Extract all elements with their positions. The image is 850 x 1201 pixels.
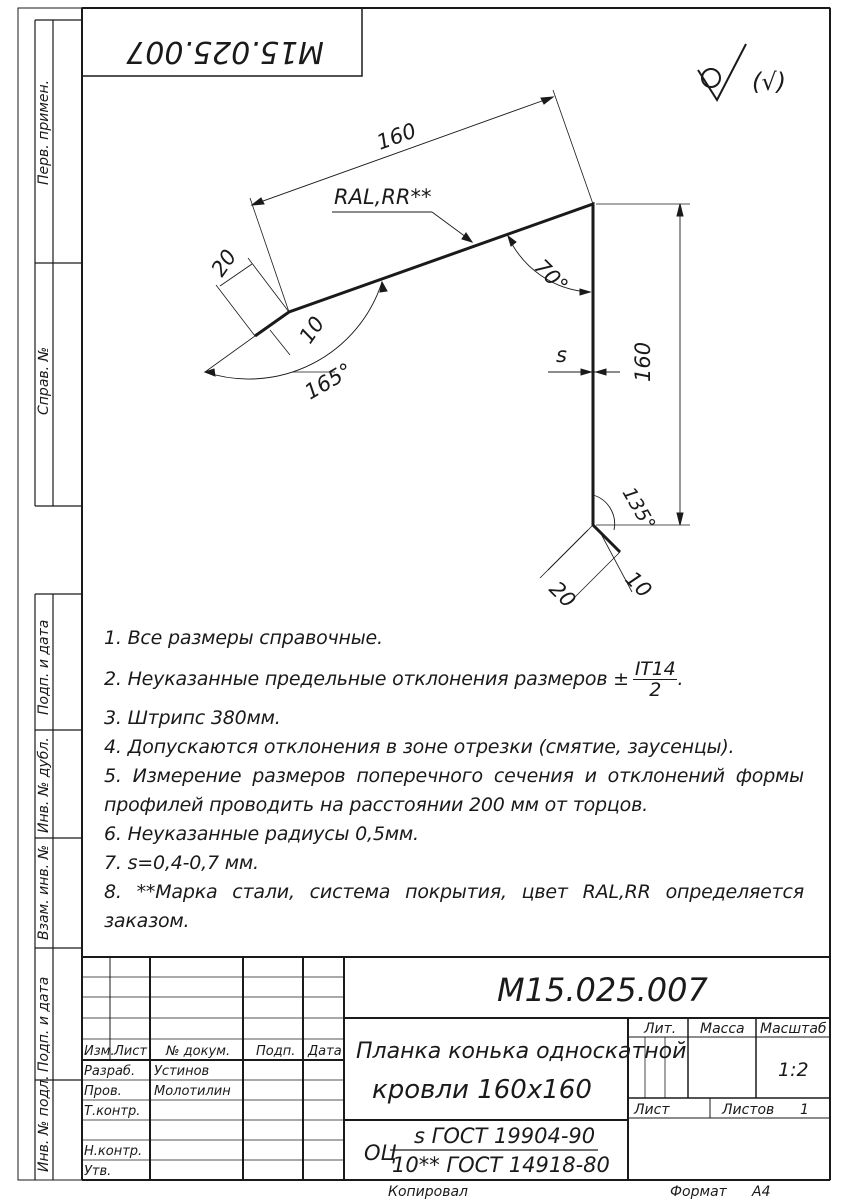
listov-value: 1	[800, 1102, 809, 1118]
note-2: 2. Неуказанные предельные отклонения размеров ± $\frac{IT14}{2}$ .	[104, 658, 684, 701]
profile-drawing	[205, 90, 690, 604]
note-2-text: 2. Неуказанные предельные отклонения размеров ±	[104, 668, 629, 690]
note-3: 3. Штрипс 380мм.	[104, 707, 281, 729]
technical-notes	[104, 624, 804, 936]
note-2-denominator: 2	[649, 679, 662, 701]
col-data: Дата	[308, 1044, 342, 1059]
dim-left-short: 20	[206, 245, 242, 281]
dim-right: 160	[631, 341, 655, 382]
note-5-line-2: профилей проводить на расстоянии 200 мм от торцов.	[104, 794, 648, 816]
kopiroval-label: Копировал	[388, 1184, 468, 1200]
role-utv: Утв.	[84, 1164, 112, 1179]
material-bottom: 10** ГОСТ 14918-80	[392, 1153, 610, 1177]
note-6: 6. Неуказанные радиусы 0,5мм.	[104, 823, 419, 845]
angle-top: 70°	[529, 254, 573, 298]
sheet-frame	[18, 8, 830, 1180]
perv-primen-label: Перв. примен.	[36, 79, 52, 185]
masshtab-label: Масштаб	[760, 1021, 827, 1037]
dim-bottom-fold: 10	[620, 566, 657, 603]
coating-note: RAL,RR**	[334, 185, 432, 209]
angle-bottom: 135°	[617, 483, 660, 535]
top-code-box	[82, 8, 362, 76]
note-4: 4. Допускаются отклонения в зоне отрезки (смятие, заусенцы).	[104, 736, 735, 758]
side-strip-labels	[36, 80, 52, 1172]
name-line-2: кровли 160х160	[372, 1075, 592, 1105]
note-2-fraction	[633, 659, 678, 700]
designation-text: M15.025.007	[497, 971, 708, 1009]
note-7: 7. s=0,4-0,7 мм.	[104, 852, 259, 874]
inv-podl-label: Инв. № подл.	[36, 1075, 52, 1172]
note-8-line-1: 8. **Марка стали, система покрытия, цвет RAL,RR определяется	[104, 881, 804, 903]
sprav-no-label: Справ. №	[36, 346, 52, 415]
role-tkontr: Т.контр.	[84, 1104, 141, 1119]
dim-top: 160	[373, 118, 420, 155]
podp-data-label-2: Подп. и дата	[36, 976, 52, 1072]
listov-label: Листов	[722, 1102, 775, 1118]
massa-label: Масса	[700, 1021, 745, 1037]
roughness-symbol	[698, 44, 746, 100]
roughness-mark: (√)	[752, 68, 787, 96]
role-prov: Пров.	[84, 1084, 122, 1099]
material-top: s ГОСТ 19904-90	[414, 1124, 596, 1148]
name-prov: Молотилин	[154, 1084, 231, 1099]
thickness-label: s	[556, 343, 567, 367]
note-1: 1. Все размеры справочные.	[104, 627, 383, 649]
title-block-text	[84, 971, 827, 1179]
inv-dubl-label: Инв. № дубл.	[36, 737, 52, 833]
podp-data-label-1: Подп. и дата	[36, 619, 52, 715]
top-code-text: M15.025.007	[126, 34, 324, 69]
scale-value: 1:2	[778, 1059, 809, 1081]
name-line-1: Планка конька односкатной	[356, 1039, 687, 1064]
lit-label: Лит.	[644, 1021, 677, 1037]
note-8-line-2: заказом.	[104, 910, 190, 932]
role-nkontr: Н.контр.	[84, 1144, 143, 1159]
note-5-line-1: 5. Измерение размеров поперечного сечения и отклонений формы	[104, 765, 804, 787]
list-label: Лист	[634, 1102, 670, 1118]
format-value: А4	[752, 1184, 771, 1200]
dim-bottom-short: 20	[544, 576, 581, 613]
col-doc: № докум.	[166, 1044, 231, 1059]
angle-left: 165°	[300, 358, 357, 405]
col-izm: Изм.	[84, 1044, 115, 1059]
material-prefix: ОЦ	[364, 1141, 397, 1165]
role-razrab: Разраб.	[84, 1064, 136, 1079]
name-razrab: Устинов	[154, 1064, 210, 1079]
format-label: Формат	[670, 1184, 727, 1200]
col-list: Лист	[114, 1044, 147, 1059]
dim-left-fold: 10	[294, 312, 330, 348]
col-podp: Подп.	[256, 1044, 296, 1059]
note-2-numerator: IT14	[634, 658, 676, 680]
vzam-inv-label: Взам. инв. №	[36, 844, 52, 940]
